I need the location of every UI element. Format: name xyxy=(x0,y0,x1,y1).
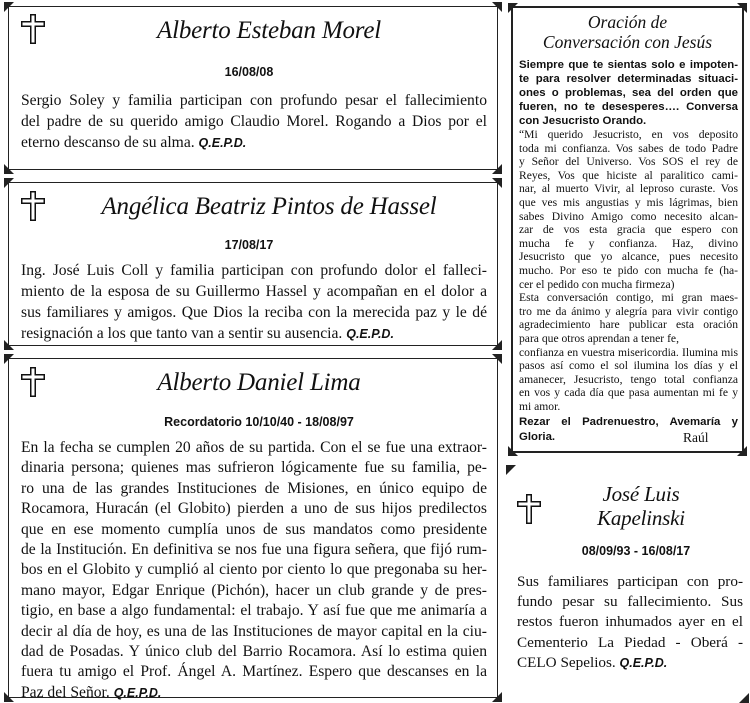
text-line: para que otros aprendan a tener fe, xyxy=(519,331,679,345)
text-line: bos en el Globito y cumplió al ciento por ciento lo que pregonaba su her- xyxy=(21,561,487,579)
text-line: Paz del Señor. Q.E.P.D. xyxy=(21,683,162,701)
text-line: eterno descanso de su alma. Q.E.P.D. xyxy=(21,134,247,151)
text-line: mi amor. xyxy=(519,399,561,413)
notice-date: Recordatorio 10/10/40 - 18/08/97 xyxy=(164,415,354,429)
deceased-name: Angélica Beatriz Pintos de Hassel xyxy=(101,193,437,220)
text-line: cer el pedido con mucha firmeza) xyxy=(519,277,675,291)
text-line: ones o problemas, sea del orden que xyxy=(519,87,738,99)
text-line: dinaria persona; quienes mas sufrieron lógicamente fue su familia, pe- xyxy=(21,459,487,477)
qepd-label: Q.E.P.D. xyxy=(346,327,394,341)
text-line: CELO Sepelios. Q.E.P.D. xyxy=(517,653,668,671)
text-line: con Jesucristo Orando. xyxy=(519,115,647,127)
text-line: en vos y cada día que pasa aumentan mi fe y xyxy=(519,386,738,400)
text-line: te para resolver determinadas situaci- xyxy=(519,73,738,85)
text-line: agradecimiento hare publicar esta oración xyxy=(519,318,738,332)
deceased-name: Alberto Esteban Morel xyxy=(157,17,381,44)
obituary-notice-lima xyxy=(8,358,498,701)
text-line: Jesucristo que yo alcance, pues necesito xyxy=(519,250,738,264)
text-line: nar, al muerto Vivir, al leproso curaste. Vos xyxy=(519,182,738,196)
prayer-intro xyxy=(519,58,738,128)
name-line: Kapelinski xyxy=(597,506,685,530)
text-line: que en ese momento cumplía unos de sus mandatos como presidente xyxy=(21,520,487,538)
text-line: confianza en vuestra misericordia. Ilumina mis xyxy=(519,345,738,359)
cross-icon xyxy=(21,14,45,44)
obituary-notice-morel xyxy=(8,6,498,170)
name-line: José Luis xyxy=(602,482,680,506)
text-line: “Mi querido Jesucristo, en vos deposito xyxy=(519,128,738,141)
text-line: dad de Posadas. Y único club del Barrio Rocamora. Así lo estima quien xyxy=(21,643,487,661)
text-line: amanecer, Jesucristo, tengo total confianza xyxy=(519,372,738,386)
prayer-signature: Raúl xyxy=(683,430,709,445)
text-line: zar de vos esta gracia que espero con xyxy=(519,223,738,237)
text-line: fuera tu amigo el Prof. Ángel A. Martínez. Espero que descanses en la xyxy=(21,663,487,681)
text-line: Siempre que te sientas solo e impoten- xyxy=(519,59,738,71)
text-line: sus familiares y amigos. Que Dios la reciba con la merecida paz y le dé xyxy=(21,304,487,321)
notice-date: 16/08/08 xyxy=(224,65,274,79)
text-line: Reyes, Vos que hiciste al paralitico cami- xyxy=(519,168,738,182)
prayer-title xyxy=(517,12,738,52)
deceased-name: Alberto Daniel Lima xyxy=(157,369,361,396)
text-line: Esta conversación contigo, mi gran maes- xyxy=(519,291,738,305)
cross-icon xyxy=(21,191,45,221)
notice-text xyxy=(21,438,487,703)
prayer-body xyxy=(519,128,738,413)
text-line: Sergio Soley y familia participan con profundo pesar el fallecimiento xyxy=(21,92,487,109)
text-line: pasos así como el sol ilumina los días y el xyxy=(519,359,738,373)
text-line: Sus familiares participan con pro- xyxy=(517,573,743,590)
text-line: de la Institución. En definitiva se nos fue una figura señera, que fijó rum- xyxy=(21,541,487,559)
text-line: del padre de su querido amigo Claudio Morel. Rogando a Dios por el xyxy=(21,113,487,130)
text-line: fueren, no te desesperes…. Conversa xyxy=(519,101,738,113)
notice-text xyxy=(21,90,487,154)
text-line: Rezar el Padrenuestro, Avemaría y xyxy=(519,416,738,428)
text-line: restos fueron inhumados ayer en el xyxy=(517,613,743,631)
qepd-label: Q.E.P.D. xyxy=(198,136,247,150)
text-line: mano mayor, Edgar Enrique (Pichón), hacer un club grande y de pres- xyxy=(21,581,487,599)
prayer-title-line: Oración de xyxy=(587,12,668,32)
deceased-name xyxy=(541,482,741,530)
qepd-label: Q.E.P.D. xyxy=(619,655,668,670)
text-line: y Señor del Universo. Vos SOS el rey de xyxy=(519,155,738,169)
text-line: tigio, en base a algo fundamental: el trabajo. Y así fue que me animaría a xyxy=(21,602,487,620)
prayer-box xyxy=(511,6,744,453)
text-line: mucha fe y confianza. Haz, divino xyxy=(519,236,738,250)
notice-text xyxy=(21,260,487,345)
text-line: Ing. José Luis Coll y familia participan con profundo dolor el falleci- xyxy=(21,262,487,279)
text-line: fundo pesar su fallecimiento. Sus xyxy=(517,593,743,611)
notice-date: 17/08/17 xyxy=(224,238,274,252)
text-line: Gloria. xyxy=(519,431,556,443)
notice-text xyxy=(517,572,743,673)
text-line: mucho. Por eso te pido con mucha fe (ha- xyxy=(519,263,738,277)
text-line: Rocamora, Huracán (el Globito) pierden a uno de sus hijos predilectos xyxy=(21,500,487,518)
text-line: ro una de las grandes Instituciones de Misiones, en único equipo de xyxy=(21,479,487,497)
prayer-title-line: Conversación con Jesús xyxy=(542,32,713,52)
text-line: toda mi confianza. Vos sabes de todo Padre xyxy=(519,141,738,155)
text-line: resignación a los que tanto van a sentir su ausencia. Q.E.P.D. xyxy=(21,325,394,342)
cross-icon xyxy=(517,494,541,524)
text-line: Cementerio La Piedad - Oberá - xyxy=(517,633,743,651)
text-line: decir al día de hoy, es una de las Instituciones de mayor capital en la ciu- xyxy=(21,622,487,640)
text-line: miento de la esposa de su Guillermo Hassel y acompañan en el dolor a xyxy=(21,283,487,300)
text-line: tro me da ánimo y alegría para vivir contigo xyxy=(519,304,738,318)
obituary-notice-hassel xyxy=(8,182,498,346)
obituary-notice-kapelinski xyxy=(511,470,744,698)
text-line: En la fecha se cumplen 20 años de su partida. Con el se fue una extraor- xyxy=(21,439,487,456)
text-line: sabes Divino Amigo como necesito alcan- xyxy=(519,209,738,223)
notice-date: 08/09/93 - 16/08/17 xyxy=(581,544,691,558)
text-line: que ves mis angustias y mis lágrimas, bien xyxy=(519,195,738,209)
qepd-label: Q.E.P.D. xyxy=(113,685,162,700)
cross-icon xyxy=(21,367,45,397)
